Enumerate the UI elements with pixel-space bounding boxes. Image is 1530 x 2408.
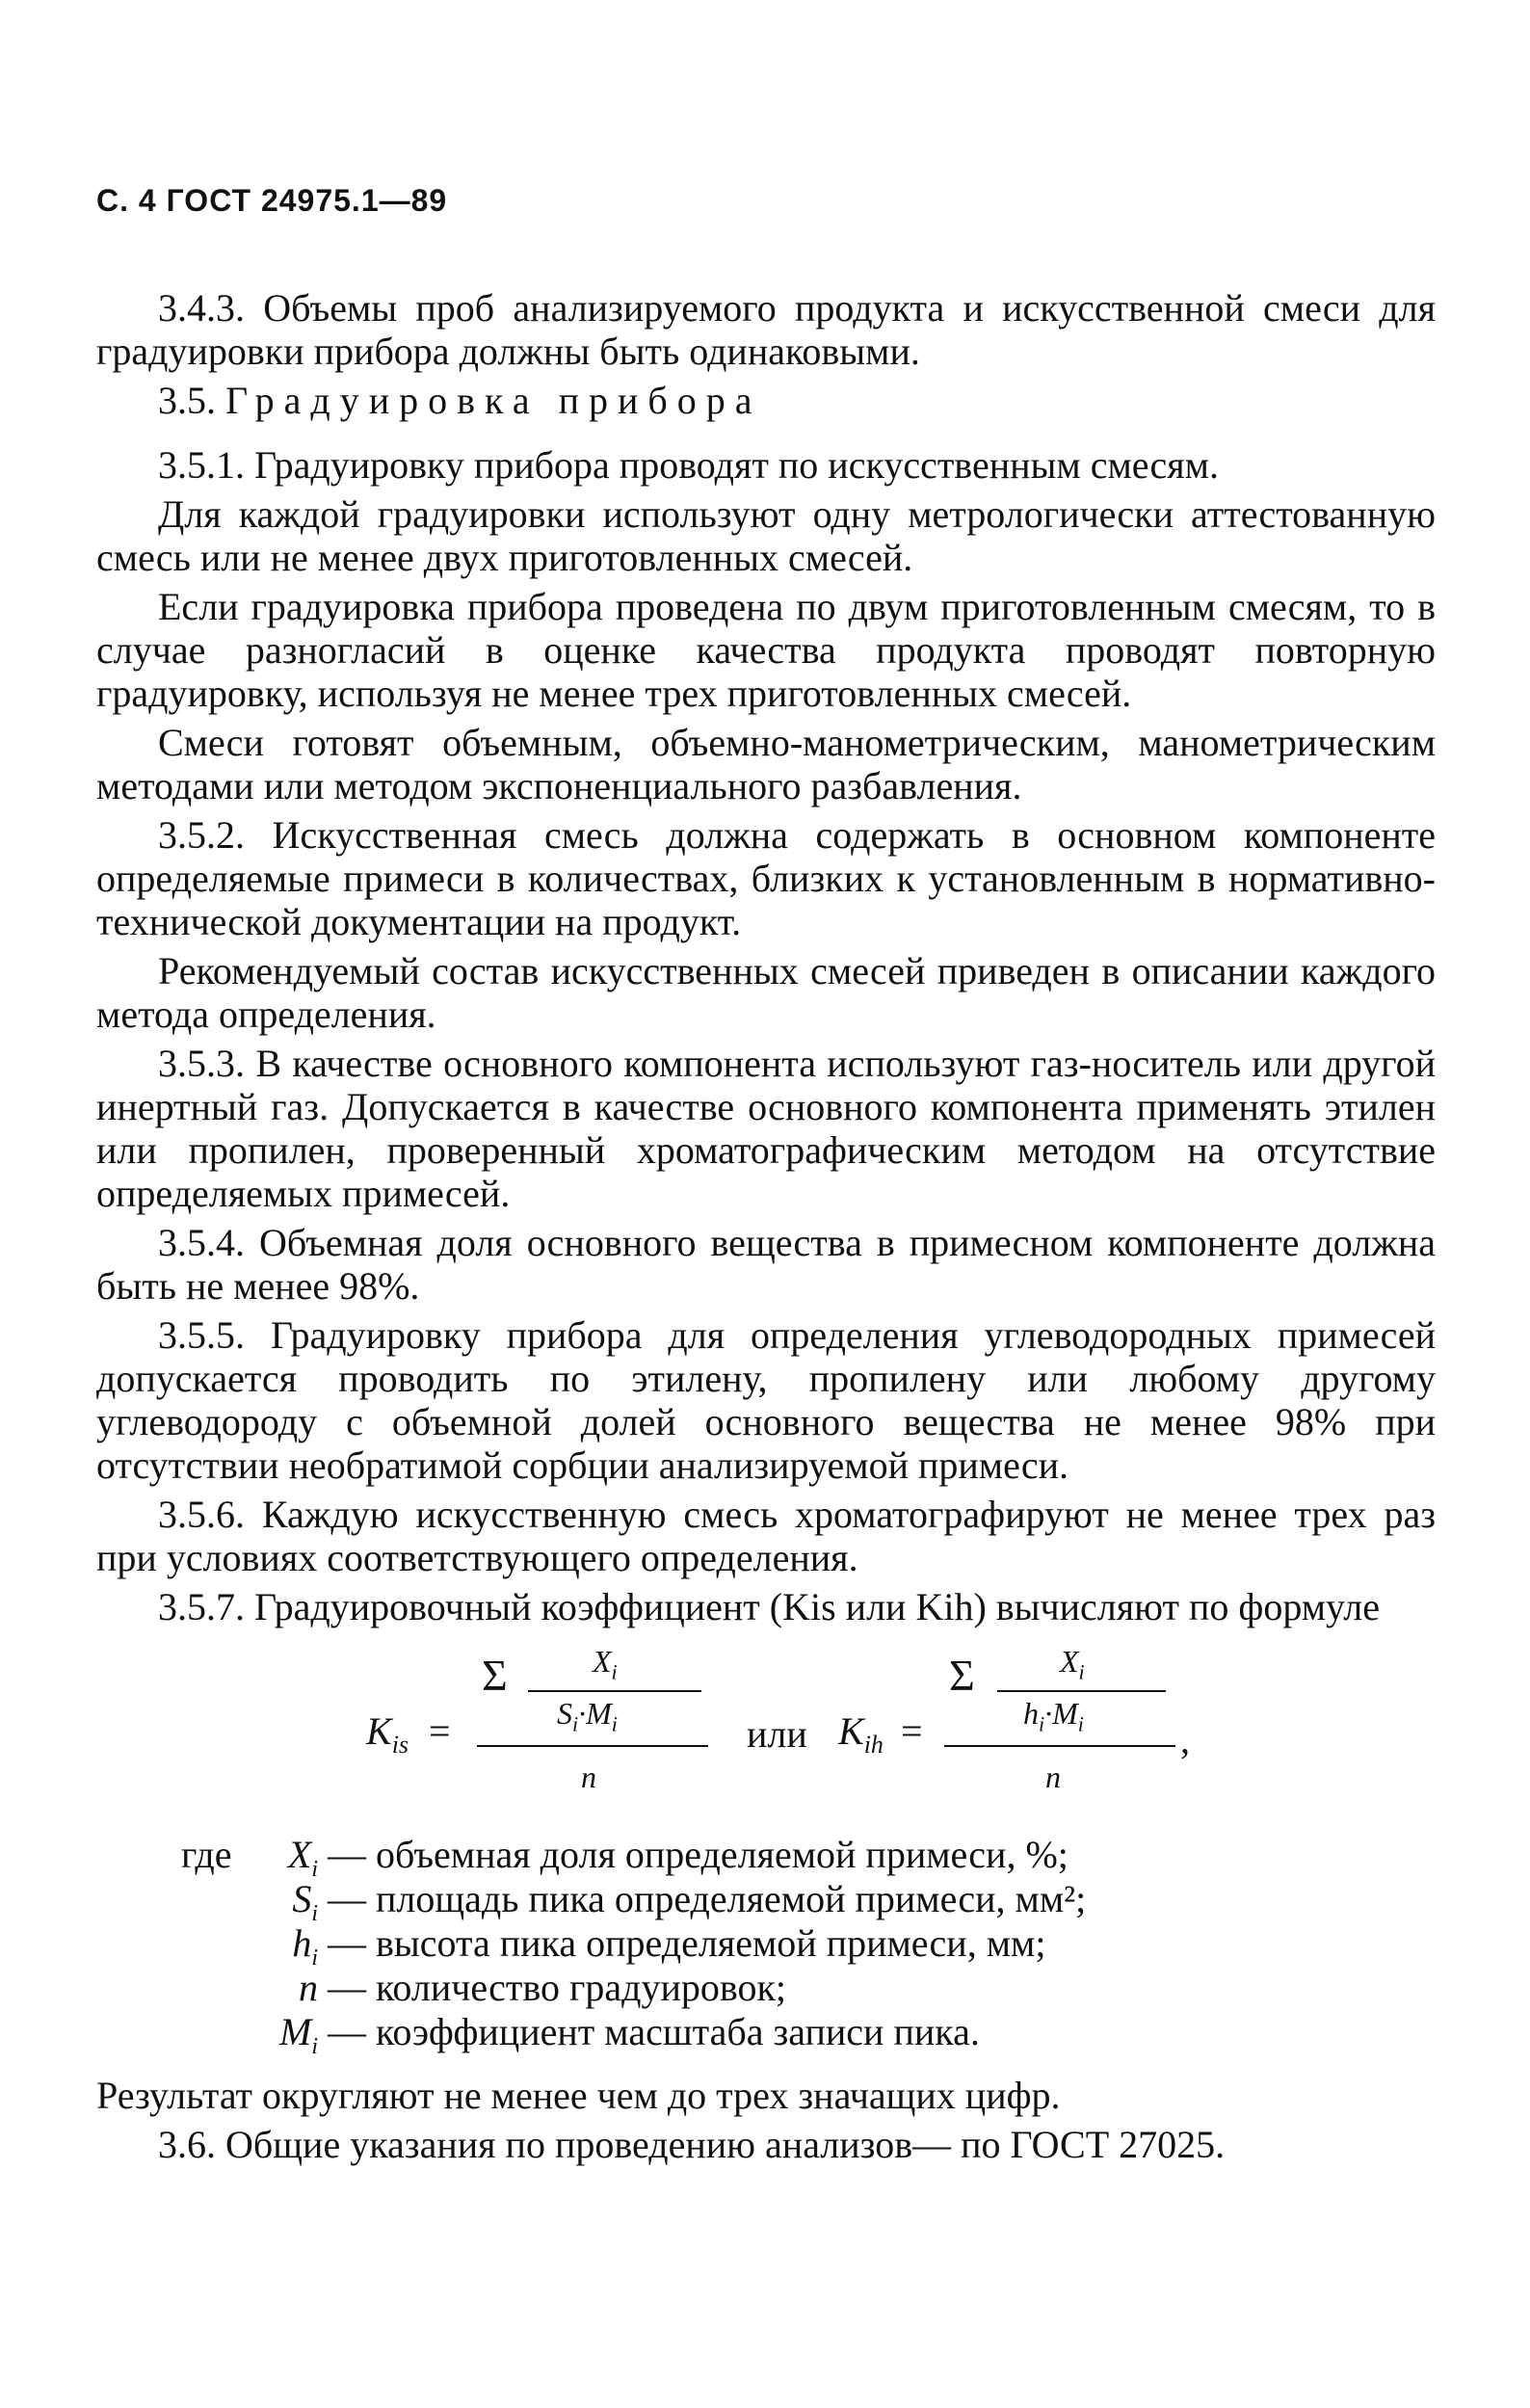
paragraph-3-5-2-a: Рекомендуемый состав искусственных смесей приведен в описании каждого метода определения.	[96, 949, 1436, 1036]
paragraph-3-5-1-c: Смеси готовят объемным, объемно-манометрическим, манометрическим методами или методом экспоненциального разбавления.	[96, 721, 1436, 807]
definition-text: — высота пика определяемой примеси, мм;	[328, 1921, 1046, 1965]
paragraph-3-5-1: 3.5.1. Градуировку прибора проводят по искусственным смесям.	[158, 443, 1219, 487]
symbol: $X_i$	[287, 1833, 318, 1882]
symbol: $S_i$	[292, 1877, 318, 1926]
document-page	[96, 183, 1436, 2172]
definition-text: — количество градуировок;	[328, 1966, 787, 2009]
rounding-note: Результат округляют не менее чем до трех значащих цифр.	[96, 2074, 1061, 2117]
paragraph-3-5-3: 3.5.3. В качестве основного компонента используют газ-носитель или другой инертный газ. Допускается в качестве основного компонента применять этилен или пропилен, проверенный хроматографическим методом на отсутствие определяемых примесей.	[96, 1042, 1436, 1215]
symbol: n	[299, 1966, 318, 2009]
symbol: $h_i$	[292, 1921, 318, 1971]
definition-text: — коэффициент масштаба записи пика.	[328, 2010, 980, 2053]
denominator-n-1: n	[581, 1760, 596, 1794]
section-title: Градуировка прибора	[225, 379, 762, 422]
formula-or-word: или	[747, 1712, 807, 1756]
paragraph-3-5-1-b: Если градуировка прибора проведена по двум приготовленным смесям, то в случае разногласий в оценке качества продукта проводят повторную градуировку, используя не менее трех приготовленных смесей.	[96, 585, 1436, 715]
denominator-h-m: $h_i\cdot M_i$	[1023, 1696, 1084, 1736]
paragraph-3-5-4: 3.5.4. Объемная доля основного вещества в примесном компоненте должна быть не менее 98%.	[96, 1221, 1436, 1308]
formula-lhs-kis: $K_{is}$	[366, 1709, 409, 1759]
denominator-n-2: n	[1045, 1760, 1061, 1794]
formula-equals-1: =	[429, 1709, 451, 1753]
paragraph-3-6: 3.6. Общие указания по проведению анализов— по ГОСТ 27025.	[158, 2123, 1226, 2166]
sigma-icon-1: Σ	[482, 1651, 508, 1700]
numerator-x-1: $X_i$	[593, 1644, 618, 1684]
numerator-x-2: $X_i$	[1060, 1644, 1085, 1684]
paragraph-3-5-2: 3.5.2. Искусственная смесь должна содержать в основном компоненте определяемые примеси в количествах, близких к установленным в нормативно-технической документации на продукт.	[96, 813, 1436, 943]
sigma-icon-2: Σ	[949, 1651, 975, 1700]
section-number: 3.5.	[158, 379, 216, 422]
calibration-formula	[96, 1636, 1436, 1819]
paragraph-3-4-3: 3.4.3. Объемы проб анализируемого продукта и искусственной смеси для градуировки прибора должны быть одинаковыми.	[96, 286, 1436, 373]
paragraph-3-5-1-a: Для каждой градуировки используют одну метрологически аттестованную смесь или не менее двух приготовленных смесей.	[96, 492, 1436, 579]
formula-lhs-kih: $K_{ih}$	[838, 1709, 884, 1759]
section-3-5-heading	[96, 379, 1436, 422]
variable-definitions	[96, 1833, 1436, 2074]
inner-fraction-line-2	[997, 1690, 1166, 1692]
definition-text: — площадь пика определяемой примеси, мм²;	[328, 1877, 1087, 1920]
main-fraction-line-2	[944, 1745, 1175, 1747]
formula-comma: ,	[1180, 1718, 1190, 1761]
symbol: $M_i$	[279, 2010, 318, 2059]
page-header: С. 4 ГОСТ 24975.1—89	[96, 183, 448, 218]
denominator-s-m: $S_i\cdot M_i$	[557, 1696, 618, 1736]
where-word: где	[181, 1833, 232, 1876]
paragraph-3-5-5: 3.5.5. Градуировку прибора для определения углеводородных примесей допускается проводить по этилену, пропилену или любому другому углеводороду с объемной долей основного вещества не менее 98% при отсутствии необратимой сорбции анализируемой примеси.	[96, 1313, 1436, 1487]
inner-fraction-line-1	[528, 1690, 701, 1692]
main-fraction-line-1	[477, 1745, 708, 1747]
paragraph-3-5-6: 3.5.6. Каждую искусственную смесь хроматографируют не менее трех раз при условиях соответствующего определения.	[96, 1493, 1436, 1579]
formula-equals-2: =	[901, 1709, 923, 1753]
paragraph-3-5-7: 3.5.7. Градуировочный коэффициент (Kis или Kih) вычисляют по формуле	[158, 1585, 1380, 1628]
definition-text: — объемная доля определяемой примеси, %;	[328, 1833, 1068, 1876]
